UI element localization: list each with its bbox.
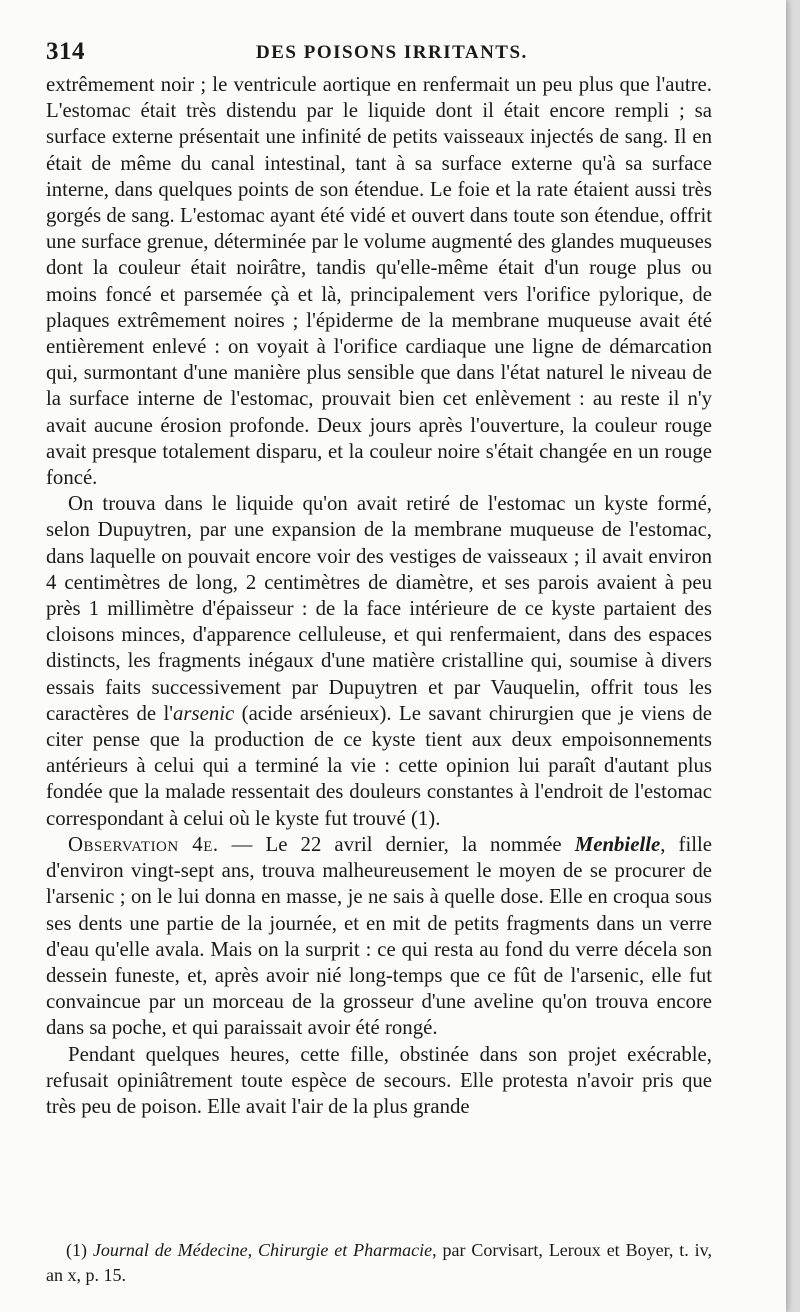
page-header	[46, 38, 714, 72]
footnote-1	[46, 1238, 712, 1288]
paragraph-kyste-text-end: (acide arsénieux). Le savant chirurgien que je viens de citer pense que la production de ce kyste tient aux deux empoisonnements antérieurs à celui qui a terminé la vie : cette opinion lui paraît d'autant plus fondée que la malade ressentait des douleurs constantes à l'endroit de l'estomac correspondant à celui où le kyste fut trouvé (1).	[46, 701, 712, 830]
footnote	[46, 1238, 712, 1288]
footnote-citation: , par Corvisart, Leroux et Boyer, t. iv, an x, p. 15.	[46, 1240, 712, 1285]
running-title: DES POISONS IRRITANTS.	[256, 42, 528, 63]
observation-label: Observation 4e.	[68, 832, 219, 856]
footnote-marker: (1)	[66, 1240, 93, 1260]
patient-name: Menbielle	[574, 832, 661, 856]
body-text	[46, 72, 712, 1120]
observation-text-start: — Le 22 avril dernier, la nommée	[218, 832, 575, 856]
paragraph-pendant: Pendant quelques heures, cette fille, obstinée dans son projet exécrable, refusait opiniâtrement toute espèce de secours. Elle protesta n'avoir pris que très peu de poison. Elle avait l'air de la plus grande	[46, 1042, 712, 1118]
page-number: 314	[46, 38, 85, 65]
paragraph-observation-4	[46, 832, 712, 1042]
footnote-source: Journal de Médecine, Chirurgie et Pharmacie	[92, 1240, 433, 1260]
observation-text-end: , fille d'environ vingt-sept ans, trouva malheureusement le moyen de se procurer de l'arsenic ; on le lui donna en masse, je ne sais à quelle dose. Elle en croqua sous ses dents une partie de la journée, et en mit de petits fragments dans un verre d'eau qu'elle avala. Mais on la surprit : ce qui resta au fond du verre décela son dessein funeste, et, après avoir nié long-temps que ce fût de l'arsenic, elle fut convaincue par un morceau de la grosseur d'une aveline qu'on trouva encore dans sa poche, et qui paraissait avoir été rongé.	[46, 832, 713, 1040]
paragraph-autopsy-continued: extrêmement noir ; le ventricule aortique en renfermait un peu plus que l'autre. L'estomac était très distendu par le liquide dont il était encore rempli ; sa surface externe présentait une infinité de petits vaisseaux injectés de sang. Il en était de même du canal intestinal, tant à sa surface externe qu'à sa surface interne, dans quelques points de son étendue. Le foie et la rate étaient aussi très gorgés de sang. L'estomac ayant été vidé et ouvert dans toute son étendue, offrit une surface grenue, déterminée par le volume augmenté des glandes muqueuses dont la couleur était noirâtre, tandis qu'elle-même était d'un rouge plus ou moins foncé et parsemée çà et là, principalement vers l'orifice pylorique, de plaques extrêmement noires ; l'épiderme de la membrane muqueuse avait été entièrement enlevé : on voyait à l'orifice cardiaque une ligne de démarcation qui, surmontant d'une manière plus sensible que dans l'état naturel le niveau de la surface interne de l'estomac, prouvait bien cet enlèvement : au reste il n'y avait aucune érosion profonde. Deux jours après l'ouverture, la couleur rouge avait presque totalement disparu, et la couleur noire s'était changée en un rouge foncé.	[46, 73, 712, 490]
paragraph-kyste	[46, 491, 712, 832]
arsenic-term: arsenic	[173, 701, 235, 725]
paragraph-kyste-text-start: On trouva dans le liquide qu'on avait retiré de l'estomac un kyste formé, selon Dupuytren, par une expansion de la membrane muqueuse de l'estomac, dans laquelle on pouvait encore voir des vestiges de vaisseaux ; il avait environ 4 centimètres de long, 2 centimètres de diamètre, et ses parois avaient à peu près 1 millimètre d'épaisseur : de la face intérieure de ce kyste partaient des cloisons minces, d'apparence celluleuse, et qui renfermaient, dans des espaces distincts, les fragments inégaux d'une matière cristalline qui, soumise à divers essais faits successivement par Dupuytren et par Vauquelin, offrit tous les caractères de l'	[46, 492, 712, 725]
